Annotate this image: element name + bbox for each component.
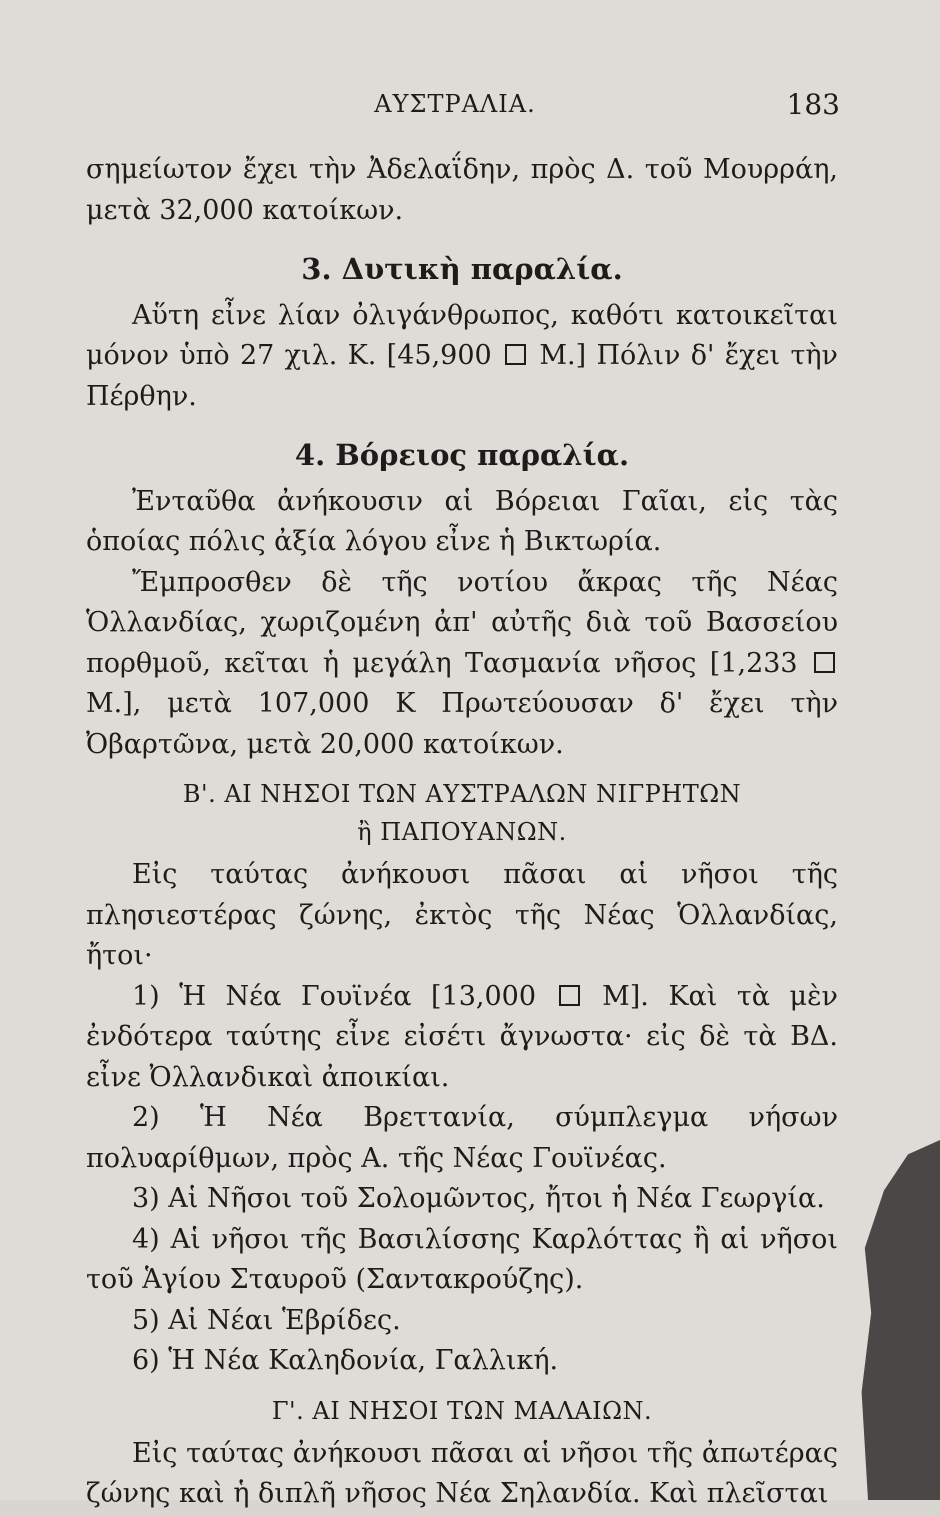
section-b-title: Β'. ΑΙ ΝΗΣΟΙ ΤΩΝ ΑΥΣΤΡΑΛΩΝ ΝΙΓΡΗΤΩΝ <box>182 780 742 808</box>
paragraph-5: Εἰς ταύτας ἀνήκουσι πᾶσαι αἱ νῆσοι τῆς πλησιεστέρας ζώνης, ἐκτὸς τῆς Νέας Ὁλλανδίας, ἤτοι· <box>86 859 838 971</box>
list-item-3: 3) Αἱ Νῆσοι τοῦ Σολομῶντος, ἤτοι ἡ Νέα Γεωργία. <box>132 1183 825 1214</box>
square-miles-symbol <box>814 652 835 673</box>
paragraph-2-text-a: Αὕτη εἶνε λίαν ὀλιγάνθρωπος, καθότι κατοικεῖται μόνον ὑπὸ 27 χιλ. Κ. [45,900 <box>86 299 838 371</box>
paragraph-4-text-b: Μ.], μετὰ 107,000 Κ Πρωτεύουσαν δ' ἔχει τὴν Ὀβαρτῶνα, μετὰ 20,000 κατοίκων. <box>86 688 838 760</box>
heading-west-coast: 3. Δυτικὴ παραλία. <box>301 252 623 286</box>
page-number: 183 <box>786 88 840 121</box>
square-miles-symbol <box>505 344 526 365</box>
paragraph-1: σημείωτον ἔχει τὴν Ἀδελαΐδην, πρὸς Δ. τοῦ Μουρράη, μετὰ 32,000 κατοίκων. <box>86 154 838 226</box>
section-c-heading: Γ'. ΑΙ ΝΗΣΟΙ ΤΩΝ ΜΑΛΑΙΩΝ. <box>271 1396 653 1425</box>
paragraph-6: Εἰς ταύτας ἀνήκουσι πᾶσαι αἱ νῆσοι τῆς ἀπωτέρας ζώνης καὶ ἡ διπλῆ νῆσος Νέα Σηλανδία. Καὶ πλεῖσται <box>86 1437 838 1509</box>
list-item-1 <box>86 977 838 1099</box>
section-b-heading <box>86 775 838 851</box>
square-miles-symbol <box>559 985 580 1006</box>
list-item-1-text-a: 1) Ἡ Νέα Γουϊνέα [13,000 <box>132 980 537 1012</box>
page-header <box>70 90 840 130</box>
torn-page-edge <box>860 1140 940 1500</box>
paragraph-3: Ἐνταῦθα ἀνήκουσιν αἱ Βόρειαι Γαῖαι, εἰς τὰς ὁποίας πόλις ἀξία λόγου εἶνε ἡ Βικτωρία. <box>86 485 838 557</box>
list-item-2: 2) Ἡ Νέα Βρεττανία, σύμπλεγμα νήσων πολυαρίθμων, πρὸς Α. τῆς Νέας Γουϊνέας. <box>86 1102 838 1174</box>
list-item-5: 5) Αἱ Νέαι Ἑβρίδες. <box>132 1304 401 1336</box>
list-item-1-text-b: Μ]. Καὶ τὰ μὲν ἐνδότερα ταύτης εἶνε εἰσέτι ἄγνωστα· εἰς δὲ τὰ ΒΔ. εἶνε Ὀλλανδικαὶ ἀποικίαι. <box>86 980 838 1093</box>
page-body <box>86 150 838 1515</box>
list-item-6: 6) Ἡ Νέα Καληδονία, Γαλλική. <box>132 1345 559 1376</box>
heading-north-coast: 4. Βόρειος παραλία. <box>294 438 630 472</box>
list-item-4: 4) Αἱ νῆσοι τῆς Βασιλίσσης Καρλόττας ἢ αἱ νῆσοι τοῦ Ἁγίου Σταυροῦ (Σαντακρούζης). <box>86 1223 838 1295</box>
paragraph-2-text-b: Μ.] Πόλιν δ' ἔχει τὴν Πέρθην. <box>86 340 838 412</box>
paragraph-4-text-a: Ἔμπροσθεν δὲ τῆς νοτίου ἄκρας τῆς Νέας Ὁλλανδίας, χωριζομένη ἀπ' αὐτῆς διὰ τοῦ Βασσείου πορθμοῦ, κεῖται ἡ μεγάλη Τασμανία νῆσος [1,233 <box>86 566 838 679</box>
paragraph-2 <box>86 296 838 418</box>
section-b-subtitle: ἢ ΠΑΠΟΥΑΝΩΝ. <box>357 818 567 846</box>
paragraph-4 <box>86 563 838 766</box>
running-title: ΑΥΣΤΡΑΛΙΑ. <box>374 90 536 118</box>
